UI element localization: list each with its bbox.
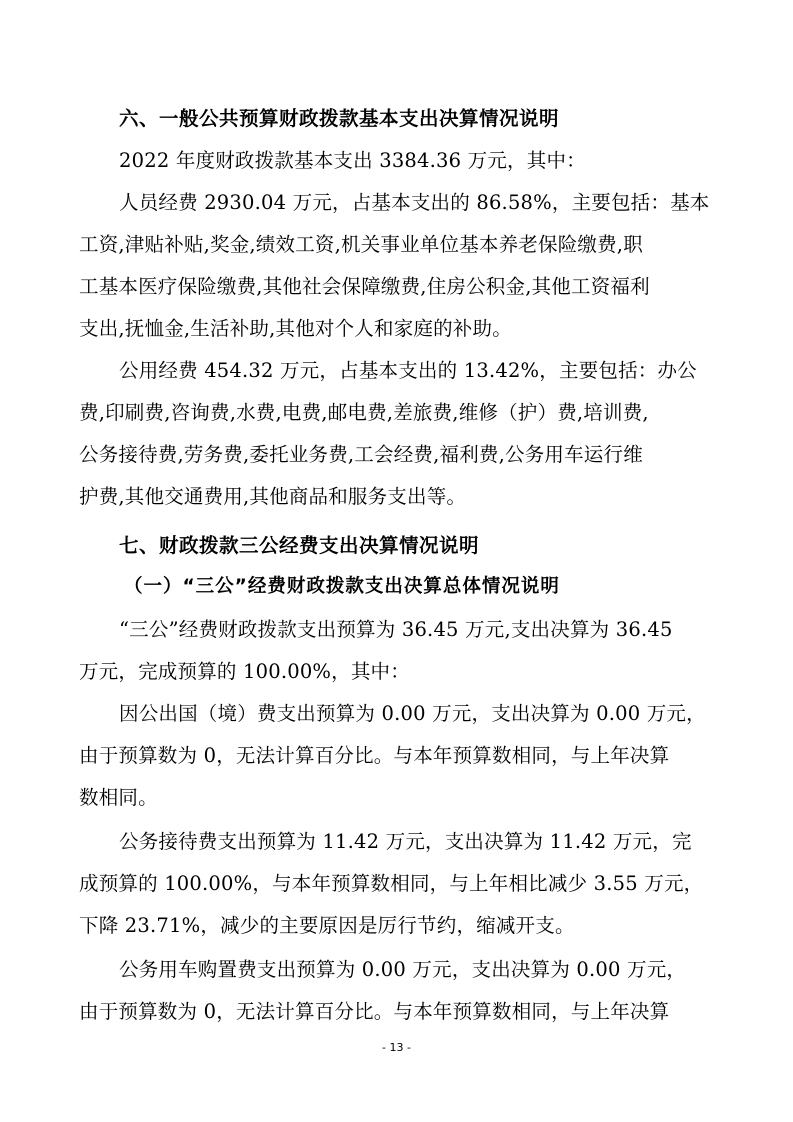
paragraph-line: 费,印刷费,咨询费,水费,电费,邮电费,差旅费,维修（护）费,培训费, (79, 401, 649, 424)
paragraph-line: 护费,其他交通费用,其他商品和服务支出等。 (79, 485, 467, 508)
paragraph-line: 公用经费 454.32 万元，占基本支出的 13.42%，主要包括：办公 (119, 359, 697, 382)
paragraph-line: 公务接待费支出预算为 11.42 万元，支出决算为 11.42 万元，完 (119, 830, 692, 853)
paragraph-line: 工资,津贴补贴,奖金,绩效工资,机关事业单位基本养老保险缴费,职 (79, 233, 643, 256)
paragraph-line: 下降 23.71%，减少的主要原因是厉行节约，缩减开支。 (79, 914, 575, 937)
paragraph-line: 万元，完成预算的 100.00%，其中： (79, 660, 410, 683)
paragraph-line: 工基本医疗保险缴费,其他社会保障缴费,住房公积金,其他工资福利 (79, 275, 650, 298)
paragraph-line: 由于预算数为 0，无法计算百分比。与本年预算数相同，与上年决算 (79, 744, 670, 767)
page-number: - 13 - (382, 1041, 411, 1054)
section-heading-6: 六、一般公共预算财政拨款基本支出决算情况说明 (119, 107, 560, 130)
paragraph-line: 公务接待费,劳务费,委托业务费,工会经费,福利费,公务用车运行维 (79, 443, 643, 466)
paragraph-line: 数相同。 (79, 786, 158, 809)
paragraph-line: 2022 年度财政拨款基本支出 3384.36 万元，其中： (119, 149, 586, 172)
paragraph-line: 成预算的 100.00%，与本年预算数相同，与上年相比减少 3.55 万元， (79, 872, 704, 895)
paragraph-line: 人员经费 2930.04 万元，占基本支出的 86.58%，主要包括：基本 (119, 191, 710, 214)
subsection-heading-1: （一）“三公”经费财政拨款支出决算总体情况说明 (124, 576, 560, 597)
paragraph-line: 由于预算数为 0，无法计算百分比。与本年预算数相同，与上年决算 (79, 1000, 670, 1023)
paragraph-line: 支出,抚恤金,生活补助,其他对个人和家庭的补助。 (79, 317, 512, 340)
paragraph-line: 因公出国（境）费支出预算为 0.00 万元，支出决算为 0.00 万元， (119, 702, 706, 725)
paragraph-line: 公务用车购置费支出预算为 0.00 万元，支出决算为 0.00 万元， (119, 958, 687, 981)
paragraph-line: “三公”经费财政拨款支出预算为 36.45 万元,支出决算为 36.45 (119, 618, 673, 641)
section-heading-7: 七、财政拨款三公经费支出决算情况说明 (119, 534, 480, 557)
